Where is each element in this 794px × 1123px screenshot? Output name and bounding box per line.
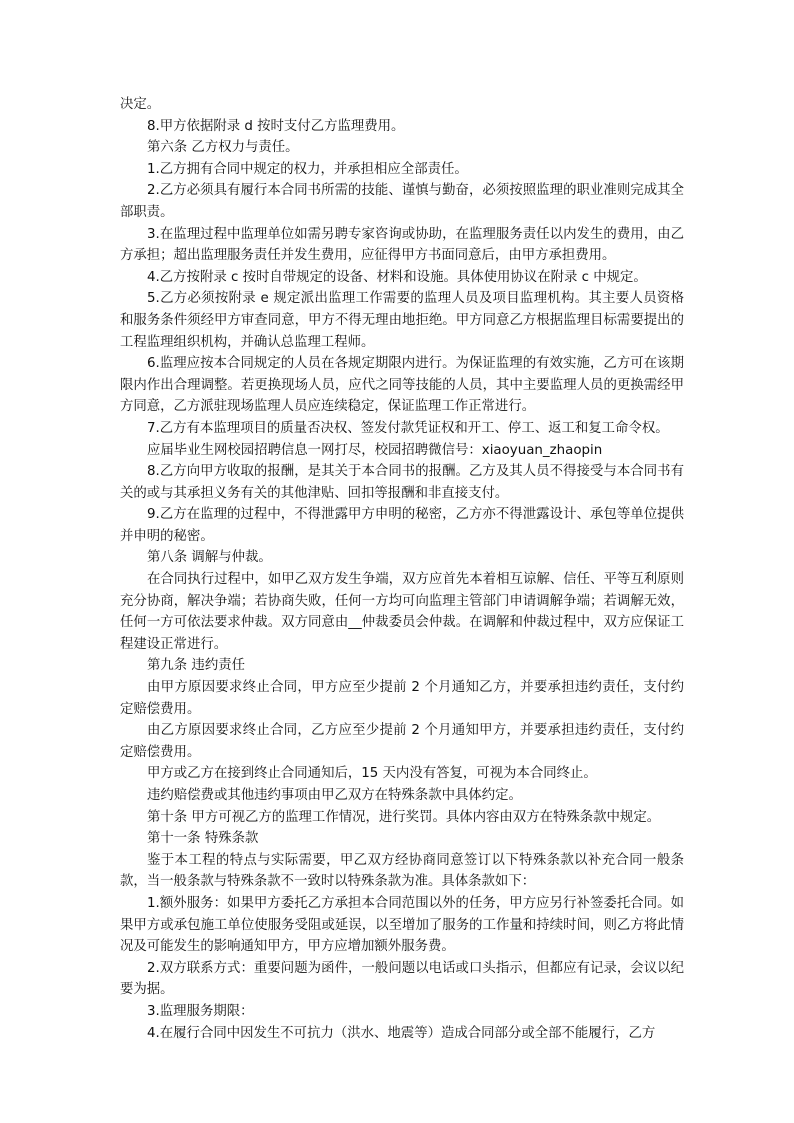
paragraph: 鉴于本工程的特点与实际需要，甲乙双方经协商同意签订以下特殊条款以补充合同一般条款，当一般条款与特殊条款不一致时以特殊条款为准。具体条款如下：	[120, 852, 684, 890]
paragraph: 4.乙方按附录 c 按时自带规定的设备、材料和设施。具体使用协议在附录 c 中规定。	[147, 269, 647, 285]
promo-line: 应届毕业生网校园招聘信息一网打尽，校园招聘微信号：xiaoyuan_zhaopin	[147, 442, 603, 458]
paragraph: 违约赔偿费或其他违约事项由甲乙双方在特殊条款中具体约定。	[147, 788, 522, 803]
paragraph: 由乙方原因要求终止合同，乙方应至少提前 2 个月通知甲方，并要承担违约责任，支付约定赔偿费用。	[120, 723, 684, 760]
section-heading: 第九条 违约责任	[147, 658, 245, 674]
section-heading: 第十条 甲方可视乙方的监理工作情况，进行奖罚。具体内容由双方在特殊条款中规定。	[147, 809, 661, 825]
paragraph: 1.额外服务：如果甲方委托乙方承担本合同范围以外的任务，甲方应另行补签委托合同。如果甲方或承包施工单位使服务受阻或延误，以至增加了服务的工作量和持续时间，则乙方将此情况及可能发生的影响通知甲方，甲方应增加额外服务费。	[120, 895, 684, 955]
paragraph: 5.乙方必须按附录 e 规定派出监理工作需要的监理人员及项目监理机构。其主要人员资格和服务条件须经甲方审查同意，甲方不得无理由地拒绝。甲方同意乙方根据监理目标需要提出的工程监理组织机构，并确认总监理工程师。	[120, 291, 684, 350]
paragraph: 8.甲方依据附录 d 按时支付乙方监理费用。	[147, 118, 405, 134]
paragraph: 3.在监理过程中监理单位如需另聘专家咨询或协助，在监理服务责任以内发生的费用，由乙方承担；超出监理服务责任并发生费用，应征得甲方书面同意后，由甲方承担费用。	[120, 226, 684, 264]
paragraph: 决定。	[120, 97, 161, 112]
paragraph: 3.监理服务期限：	[147, 1003, 254, 1019]
paragraph: 9.乙方在监理的过程中，不得泄露甲方申明的秘密，乙方亦不得泄露设计、承包等单位提供并申明的秘密。	[120, 507, 684, 544]
section-heading: 第六条 乙方权力与责任。	[147, 140, 299, 156]
paragraph: 由甲方原因要求终止合同，甲方应至少提前 2 个月通知乙方，并要承担违约责任，支付约定赔偿费用。	[120, 680, 684, 717]
paragraph: 甲方或乙方在接到终止合同通知后，15 天内没有答复，可视为本合同终止。	[147, 766, 597, 782]
paragraph: 2.乙方必须具有履行本合同书所需的技能、谨慎与勤奋，必须按照监理的职业准则完成其全部职责。	[120, 183, 684, 220]
paragraph: 8.乙方向甲方收取的报酬，是其关于本合同书的报酬。乙方及其人员不得接受与本合同书有关的或与其承担义务有关的其他津贴、回扣等报酬和非直接支付。	[120, 464, 684, 501]
section-heading: 第十一条 特殊条款	[147, 831, 259, 847]
paragraph: 7.乙方有本监理项目的质量否决权、签发付款凭证权和开工、停工、返工和复工命令权。	[147, 420, 669, 436]
document-body	[120, 94, 684, 1044]
paragraph: 4.在履行合同中因发生不可抗力（洪水、地震等）造成合同部分或全部不能履行，乙方	[147, 1025, 656, 1041]
paragraph: 1.乙方拥有合同中规定的权力，并承担相应全部责任。	[147, 161, 468, 177]
paragraph: 在合同执行过程中，如甲乙双方发生争端，双方应首先本着相互谅解、信任、平等互利原则充分协商，解决争端；若协商失败，任何一方均可向监理主管部门申请调解争端；若调解无效，任何一方可依法要求仲裁。双方同意由__仲裁委员会仲裁。在调解和仲裁过程中，双方应保证工程建设正常进行。	[120, 572, 684, 652]
section-heading: 第八条 调解与仲裁。	[147, 550, 272, 566]
paragraph: 6.监理应按本合同规定的人员在各规定期限内进行。为保证监理的有效实施，乙方可在该期限内作出合理调整。若更换现场人员，应代之同等技能的人员，其中主要监理人员的更换需经甲方同意，乙方派驻现场监理人员应连续稳定，保证监理工作正常进行。	[120, 356, 684, 415]
paragraph: 2.双方联系方式：重要问题为函件，一般问题以电话或口头指示，但都应有记录，会议以纪要为据。	[120, 960, 684, 998]
